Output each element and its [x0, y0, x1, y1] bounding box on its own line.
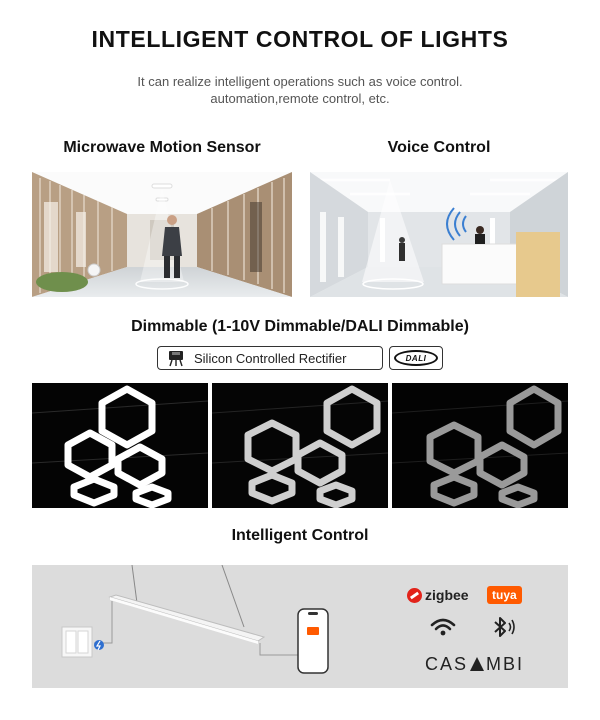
- page-title: INTELLIGENT CONTROL OF LIGHTS: [91, 26, 509, 52]
- casambi-logo: [425, 654, 524, 675]
- voice-control-photo: [310, 172, 568, 297]
- subtitle-line-1: It can realize intelligent operations such as voice control.: [137, 74, 463, 89]
- dimmable-heading: Dimmable (1-10V Dimmable/DALI Dimmable): [131, 318, 469, 335]
- zigbee-logo: [407, 587, 469, 603]
- intelligent-control-heading: Intelligent Control: [231, 527, 369, 544]
- voice-control-heading: Voice Control: [387, 139, 491, 156]
- subtitle-line-2: automation,remote control, etc.: [210, 91, 390, 106]
- linear-lamp-illustration: [32, 565, 362, 688]
- wifi-icon: [430, 617, 456, 637]
- hex-light-bright: [32, 383, 208, 508]
- tuya-logo: tuya: [487, 586, 522, 604]
- thyristor-icon: [166, 349, 186, 367]
- page-subtitle: [0, 73, 600, 107]
- motion-sensor-photo: [32, 172, 292, 297]
- bluetooth-icon: [490, 615, 516, 639]
- scr-label: Silicon Controlled Rectifier: [194, 350, 347, 366]
- intelligent-control-panel: [32, 565, 568, 688]
- scr-badge: [157, 346, 383, 370]
- dali-badge: [389, 346, 443, 370]
- zigbee-mark-icon: [407, 588, 422, 603]
- motion-sensor-heading: Microwave Motion Sensor: [63, 139, 261, 156]
- dali-logo: DALI: [394, 350, 438, 366]
- hex-light-dim: [392, 383, 568, 508]
- casambi-a-icon: [470, 657, 484, 671]
- zigbee-text: zigbee: [425, 587, 469, 603]
- hex-light-medium: [212, 383, 388, 508]
- casambi-text-b: MBI: [486, 654, 525, 674]
- casambi-text-a: CAS: [425, 654, 469, 674]
